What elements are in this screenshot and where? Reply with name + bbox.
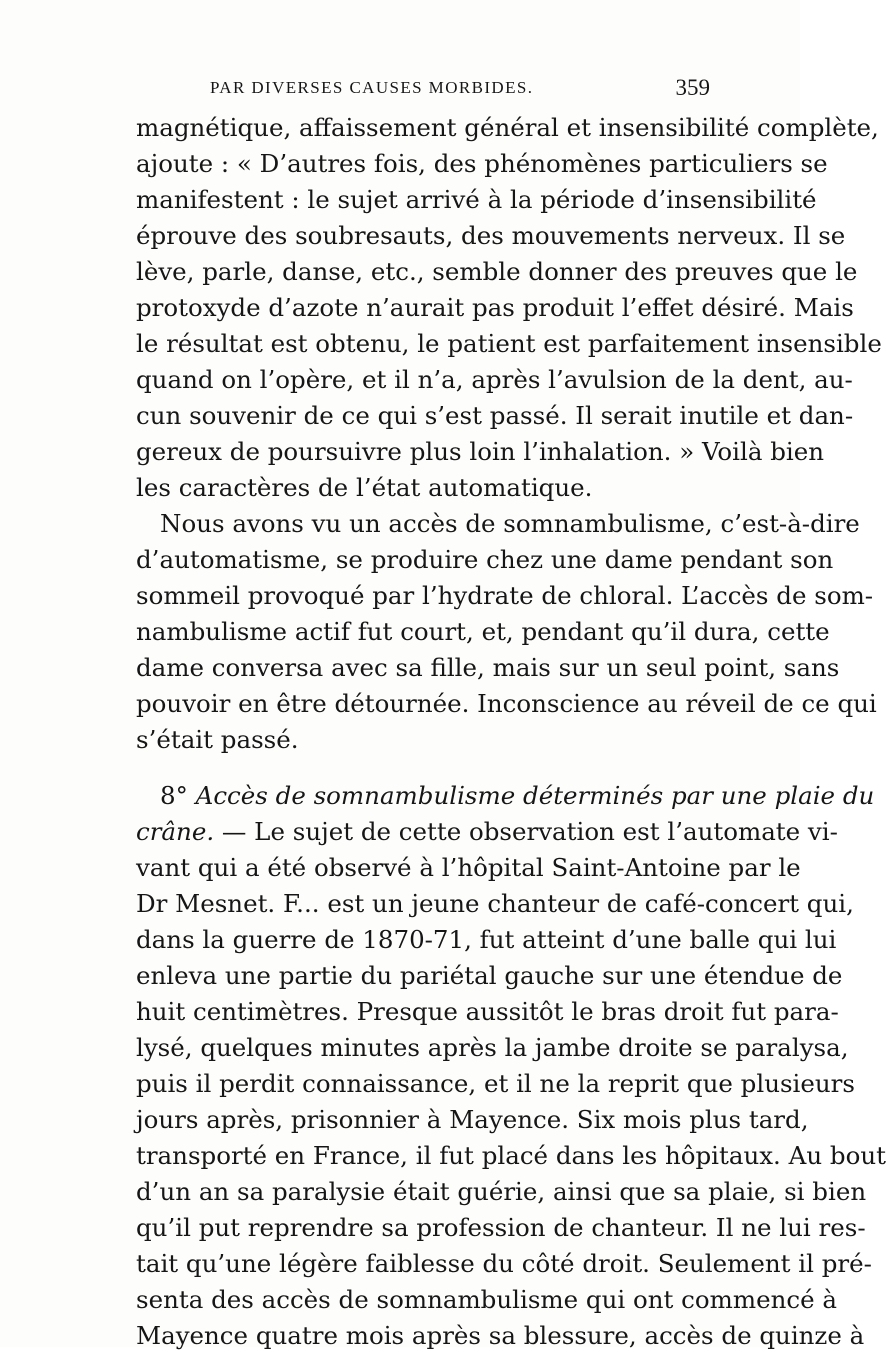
text-line-indented: Nous avons vu un accès de somnambulisme, c’est-à-dire [160,509,860,538]
text-line: protoxyde d’azote n’aurait pas produit l’effet désiré. Mais [136,293,854,322]
text-line: Mayence quatre mois après sa blessure, accès de quinze à [136,1321,865,1350]
section-title: Accès de somnambulisme déterminés par une plaie du [195,781,875,810]
text-line: huit centimètres. Presque aussitôt le bras droit fut para- [136,997,839,1026]
section-heading-line [136,814,838,850]
text-line: vant qui a été observé à l’hôpital Saint-Antoine par le [136,853,801,882]
running-head: PAR DIVERSES CAUSES MORBIDES. [210,78,534,97]
text-line: sommeil provoqué par l’hydrate de chloral. L’accès de som- [136,581,874,610]
text-line: dame conversa avec sa fille, mais sur un seul point, sans [136,653,840,682]
text-line: senta des accès de somnambulisme qui ont commencé à [136,1285,837,1314]
text-line: enleva une partie du pariétal gauche sur une étendue de [136,961,843,990]
page-number: 359 [675,75,710,100]
text-line: puis il perdit connaissance, et il ne la reprit que plusieurs [136,1069,855,1098]
text-line: manifestent : le sujet arrivé à la période d’insensibilité [136,185,817,214]
text-line: transporté en France, il fut placé dans les hôpitaux. Au bout [136,1141,886,1170]
section-heading-line [160,778,875,814]
text-line: Dr Mesnet. F... est un jeune chanteur de café-concert qui, [136,889,854,918]
text-line: pouvoir en être détournée. Inconscience au réveil de ce qui [136,689,877,718]
text-line: nambulisme actif fut court, et, pendant qu’il dura, cette [136,617,830,646]
text-line: quand on l’opère, et il n’a, après l’avulsion de la dent, au- [136,365,853,394]
text-line: magnétique, affaissement général et insensibilité complète, [136,113,879,142]
text-span: — Le sujet de cette observation est l’automate vi- [214,817,838,846]
text-line: dans la guerre de 1870-71, fut atteint d’une balle qui lui [136,925,837,954]
section-number: 8° [160,781,188,810]
text-line: qu’il put reprendre sa profession de chanteur. Il ne lui res- [136,1213,866,1242]
text-line: tait qu’une légère faiblesse du côté droit. Seulement il pré- [136,1249,872,1278]
text-line: d’un an sa paralysie était guérie, ainsi que sa plaie, si bien [136,1177,867,1206]
text-line: lysé, quelques minutes après la jambe droite se paralysa, [136,1033,849,1062]
text-line: jours après, prisonnier à Mayence. Six mois plus tard, [136,1105,809,1134]
text-line: d’automatisme, se produire chez une dame pendant son [136,545,834,574]
text-line: gereux de poursuivre plus loin l’inhalation. » Voilà bien [136,437,825,466]
text-line: ajoute : « D’autres fois, des phénomènes particuliers se [136,149,828,178]
text-line: lève, parle, danse, etc., semble donner des preuves que le [136,257,858,286]
text-line: cun souvenir de ce qui s’est passé. Il serait inutile et dan- [136,401,854,430]
text-line: s’était passé. [136,725,299,754]
text-line: les caractères de l’état automatique. [136,473,593,502]
section-title-end: crâne. [136,817,215,846]
text-line: le résultat est obtenu, le patient est parfaitement insensible [136,329,882,358]
text-line: éprouve des soubresauts, des mouvements nerveux. Il se [136,221,846,250]
